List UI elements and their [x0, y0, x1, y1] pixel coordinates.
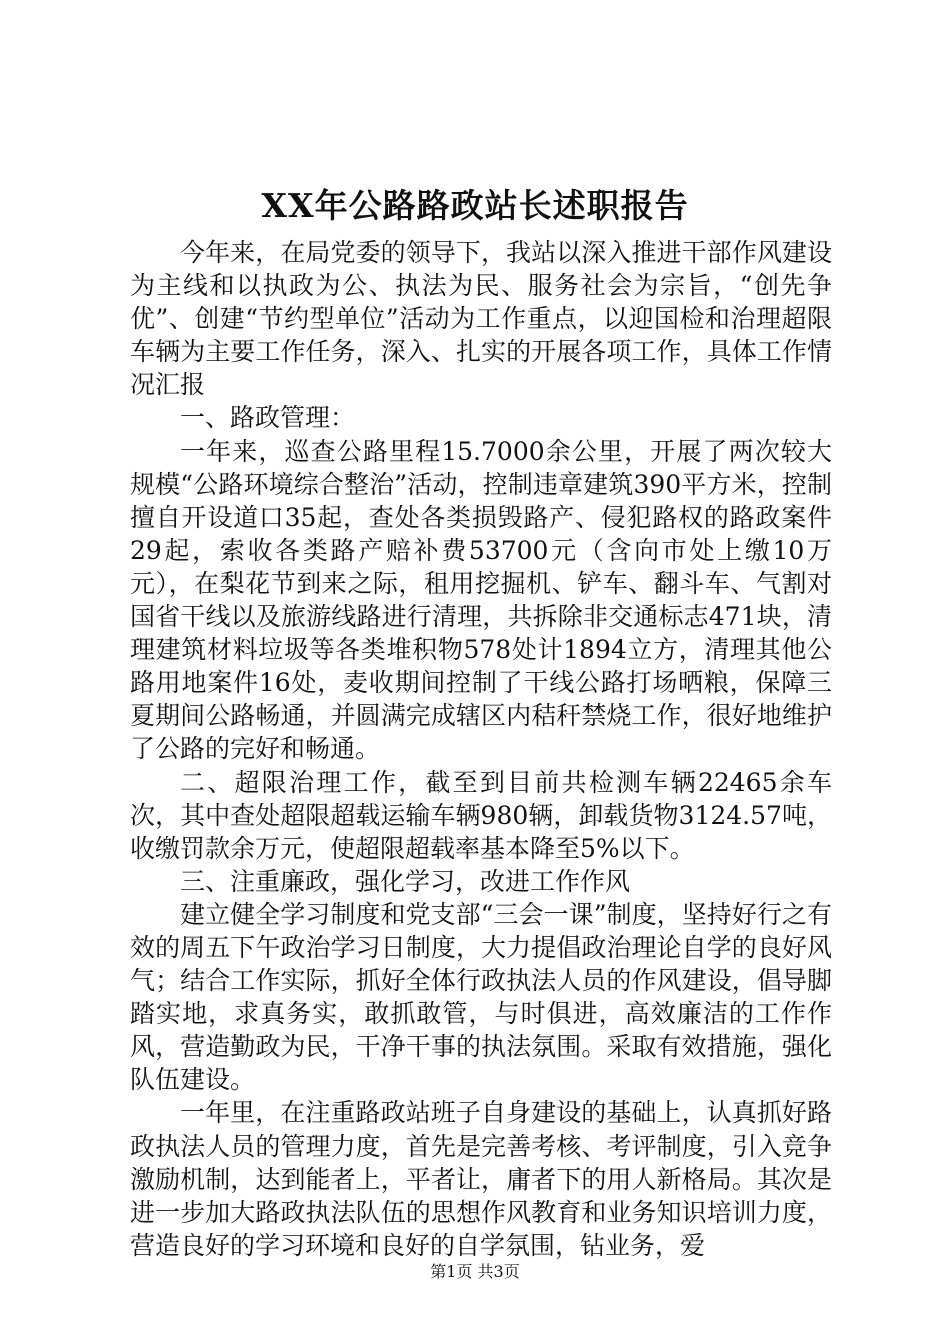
paragraph-intro: 今年来，在局党委的领导下，我站以深入推进干部作风建设为主线和以执政为公、执法为民、服务社会为宗旨，“创先争优”、创建“节约型单位”活动为工作重点，以迎国检和治理超限车辆为主要工作任务，深入、扎实的开展各项工作，具体工作情况汇报: [130, 238, 832, 400]
section-heading-integrity-study: 三、注重廉政，强化学习，改进工作作风: [180, 866, 631, 896]
document-body: [130, 236, 832, 1262]
section-heading-road-administration: 一、路政管理：: [180, 403, 356, 433]
page-footer: 第1页 共3页: [430, 1262, 520, 1281]
paragraph-study-system: 建立健全学习制度和党支部“三会一课”制度，坚持好行之有效的周五下午政治学习日制度，大力提倡政治理论自学的良好风气；结合工作实际，抓好全体行政执法人员的作风建设，倡导脚踏实地，求真务实，敢抓敢管，与时俱进，高效廉洁的工作作风，营造勤政为民，干净干事的执法氛围。采取有效措施，强化队伍建设。: [130, 899, 832, 1095]
paragraph-road-administration: 一年来，巡查公路里程15.7000余公里，开展了两次较大规模“公路环境综合整治”活动，控制违章建筑390平方米，控制擅自开设道口35起，查处各类损毁路产、侵犯路权的路政案件29起，索收各类路产赔补费53700元（含向市处上缴10万元），在梨花节到来之际，租用挖掘机、铲车、翻斗车、气割对国省干线以及旅游线路进行清理，共拆除非交通标志471块，清理建筑材料垃圾等各类堆积物578处计1894立方，清理其他公路用地案件16处，麦收期间控制了干线公路打场晒粮，保障三夏期间公路畅通，并圆满完成辖区内秸秆禁烧工作，很好地维护了公路的完好和畅通。: [130, 436, 832, 764]
document-title: XX年公路路政站长述职报告: [261, 186, 689, 225]
paragraph-overload-control: 二、超限治理工作，截至到目前共检测车辆22465余车次，其中查处超限超载运输车辆980辆，卸载货物3124.57吨，收缴罚款余万元，使超限超载率基本降至5%以下。: [130, 767, 832, 863]
paragraph-team-building: 一年里，在注重路政站班子自身建设的基础上，认真抓好路政执法人员的管理力度，首先是完善考核、考评制度，引入竞争激励机制，达到能者上，平者让，庸者下的用人新格局。其次是进一步加大路政执法队伍的思想作风教育和业务知识培训力度，营造良好的学习环境和良好的自学氛围，钻业务，爱: [130, 1098, 832, 1260]
